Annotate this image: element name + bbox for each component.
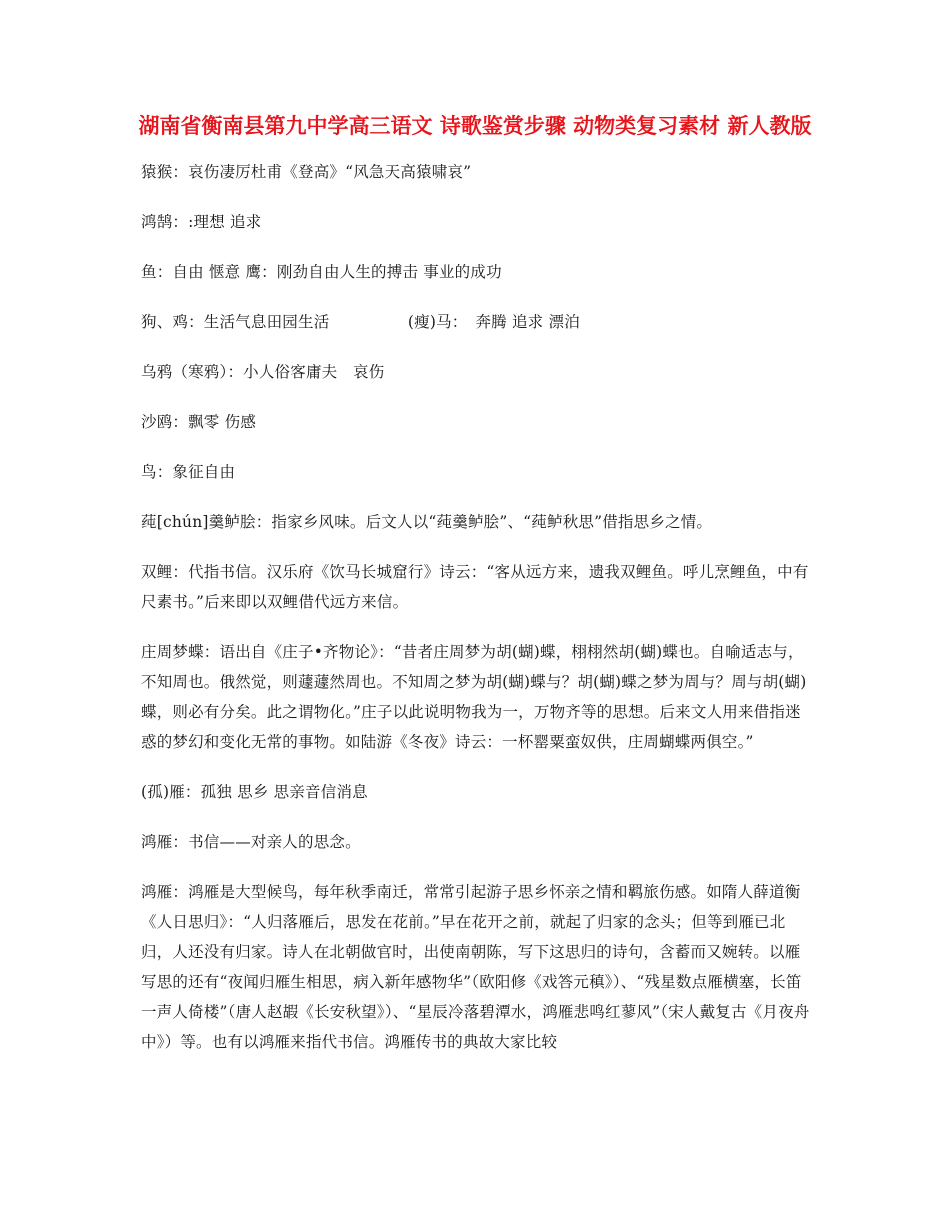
paragraph-swan: 鸿鹄：:理想 追求 (141, 213, 262, 231)
paragraph-goose-letter: 鸿雁：书信——对亲人的思念。 (141, 833, 361, 851)
paragraph-butterfly-dream: 庄周梦蝶：语出自《庄子•齐物论》：“昔者庄周梦为胡(蝴)蝶，栩栩然胡(蝴)蝶也。自喻适志与，不知周也。俄然觉，则蘧蘧然周也。不知周之梦为胡(蝴)蝶与？胡(蝴)蝶之梦为周与？周与胡(蝴)蝶，则必有分矣。此之谓物化。”庄子以此说明物我为一，万物齐等的思想。后来文人用来借指迷惑的梦幻和变化无常的事物。如陆游《冬夜》诗云：一杯罂粟蛮奴供，庄周蝴蝶两俱空。” (141, 643, 807, 751)
paragraph-ape: 猿猴：哀伤凄厉杜甫《登高》“风急天高猿啸哀” (141, 163, 472, 181)
paragraph-perch: 莼[chún]羹鲈脍：指家乡风味。后文人以“莼羹鲈脍”、“莼鲈秋思”借指思乡之情。 (141, 513, 713, 531)
paragraph-dog-horse: 狗、鸡：生活气息田园生活 (瘦)马： 奔腾 追求 漂泊 (141, 313, 580, 331)
paragraph-carp: 双鲤：代指书信。汉乐府《饮马长城窟行》诗云：“客从远方来，遗我双鲤鱼。呼儿烹鲤鱼，中有尺素书。”后来即以双鲤借代远方来信。 (141, 563, 809, 611)
paragraph-lone-goose: (孤)雁：孤独 思乡 思亲音信消息 (141, 783, 368, 801)
document-title: 湖南省衡南县第九中学高三语文 诗歌鉴赏步骤 动物类复习素材 新人教版 (138, 114, 812, 138)
paragraph-fish-eagle: 鱼：自由 惬意 鹰：刚劲自由人生的搏击 事业的成功 (141, 263, 502, 281)
paragraph-goose-detail: 鸿雁：鸿雁是大型候鸟，每年秋季南迁，常常引起游子思乡怀亲之情和羁旅伤感。如隋人薛道衡《人日思归》：“人归落雁后，思发在花前。”早在花开之前，就起了归家的念头；但等到雁已北归，人还没有归家。诗人在北朝做官时，出使南朝陈，写下这思归的诗句，含蓄而又婉转。以雁写思的还有“夜闻归雁生相思，病入新年感物华”（欧阳修《戏答元稹》）、“残星数点雁横塞，长笛一声人倚楼”（唐人赵嘏《长安秋望》）、“星辰冷落碧潭水，鸿雁悲鸣红蓼风”（宋人戴复古《月夜舟中》）等。也有以鸿雁来指代书信。鸿雁传书的典故大家比较 (141, 883, 810, 1051)
paragraph-bird: 鸟：象征自由 (141, 463, 236, 481)
paragraph-gull: 沙鸥：飘零 伤感 (141, 413, 257, 431)
document-body (141, 157, 813, 1077)
paragraph-crow: 乌鸦（寒鸦）：小人俗客庸夫 哀伤 (141, 363, 385, 381)
